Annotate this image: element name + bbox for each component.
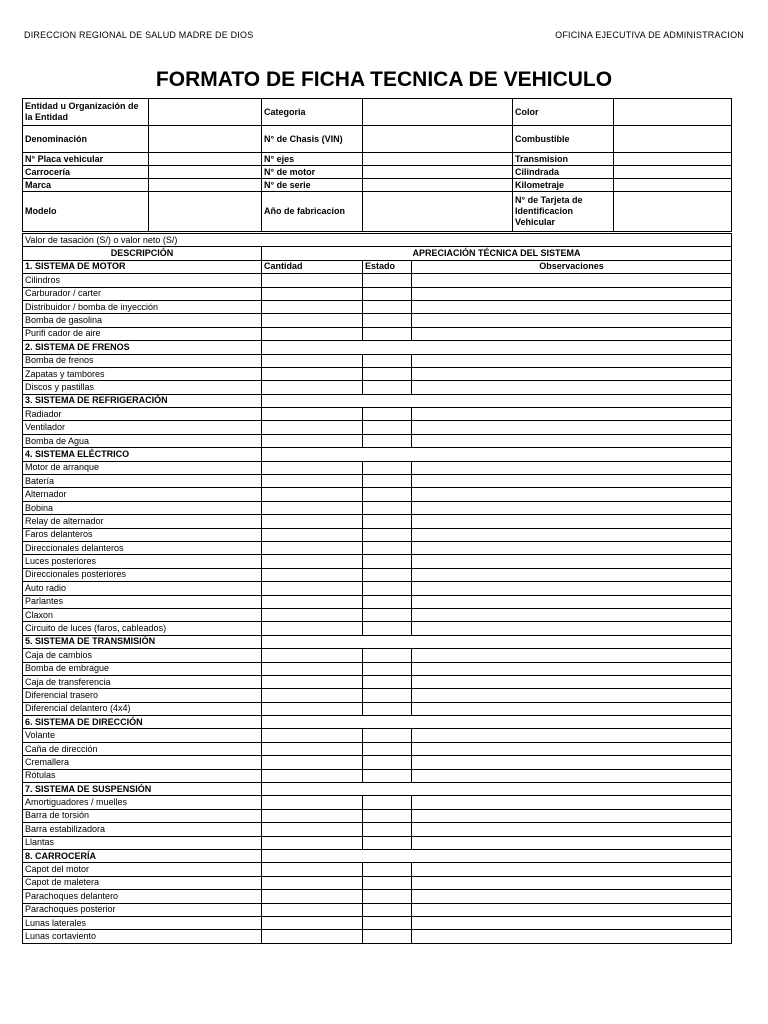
label-denominacion: Denominación	[23, 126, 149, 153]
estado-cell[interactable]	[363, 622, 412, 635]
item-description: Parlantes	[23, 595, 262, 608]
value-combustible[interactable]	[614, 126, 732, 153]
item-description: Direccionales posteriores	[23, 568, 262, 581]
cantidad-cell[interactable]	[262, 528, 363, 541]
cantidad-cell[interactable]	[262, 622, 363, 635]
observaciones-cell[interactable]	[412, 756, 732, 769]
section-title: 2. SISTEMA DE FRENOS	[23, 341, 262, 354]
label-serie: N° de serie	[262, 179, 363, 192]
table-row	[23, 421, 732, 434]
item-description: Distribuidor / bomba de inyección	[23, 300, 262, 313]
item-description: Motor de arranque	[23, 461, 262, 474]
label-modelo: Modelo	[23, 192, 149, 232]
section-header-row	[23, 849, 732, 862]
item-description: Barra de torsión	[23, 809, 262, 822]
section-header-fill	[262, 635, 732, 648]
item-description: Ventilador	[23, 421, 262, 434]
item-description: Claxon	[23, 608, 262, 621]
observaciones-cell[interactable]	[412, 515, 732, 528]
observaciones-cell[interactable]	[412, 367, 732, 380]
estado-cell[interactable]	[363, 555, 412, 568]
section-title: 8. CARROCERÍA	[23, 849, 262, 862]
table-row	[23, 582, 732, 595]
value-anio[interactable]	[363, 192, 513, 232]
estado-cell[interactable]	[363, 381, 412, 394]
observaciones-cell[interactable]	[412, 903, 732, 916]
table-row	[23, 274, 732, 287]
observaciones-cell[interactable]	[412, 769, 732, 782]
estado-cell[interactable]	[363, 582, 412, 595]
estado-cell[interactable]	[363, 595, 412, 608]
label-transmision: Transmision	[513, 153, 614, 166]
observaciones-cell[interactable]	[412, 287, 732, 300]
item-description: Zapatas y tambores	[23, 367, 262, 380]
observaciones-cell[interactable]	[412, 823, 732, 836]
item-description: Bobina	[23, 501, 262, 514]
label-anio: Año de fabricacion	[262, 192, 363, 232]
table-row	[23, 796, 732, 809]
table-row	[23, 381, 732, 394]
observaciones-cell[interactable]	[412, 555, 732, 568]
estado-cell[interactable]	[363, 930, 412, 943]
observaciones-cell[interactable]	[412, 461, 732, 474]
observaciones-cell[interactable]	[412, 354, 732, 367]
estado-cell[interactable]	[363, 515, 412, 528]
table-row	[23, 475, 732, 488]
value-marca[interactable]	[149, 179, 262, 192]
label-kilometraje: Kilometraje	[513, 179, 614, 192]
value-tarjeta[interactable]	[614, 192, 732, 232]
observaciones-cell[interactable]	[412, 528, 732, 541]
section-title: 3. SISTEMA DE REFRIGERACIÓN	[23, 394, 262, 407]
cantidad-cell[interactable]	[262, 823, 363, 836]
observaciones-cell[interactable]	[412, 421, 732, 434]
section-header-fill	[262, 783, 732, 796]
label-combustible: Combustible	[513, 126, 614, 153]
observaciones-cell[interactable]	[412, 675, 732, 688]
apreciacion-header: APRECIACIÓN TÉCNICA DEL SISTEMA	[262, 247, 732, 260]
item-description: Relay de alternador	[23, 515, 262, 528]
label-motor: N° de motor	[262, 166, 363, 179]
cantidad-cell[interactable]	[262, 568, 363, 581]
table-row	[23, 287, 732, 300]
estado-cell[interactable]	[363, 836, 412, 849]
item-description: Bomba de gasolina	[23, 314, 262, 327]
cantidad-cell[interactable]	[262, 890, 363, 903]
item-description: Caja de transferencia	[23, 675, 262, 688]
observaciones-cell[interactable]	[412, 582, 732, 595]
cantidad-cell[interactable]	[262, 501, 363, 514]
section-header-row	[23, 716, 732, 729]
estado-cell[interactable]	[363, 890, 412, 903]
estado-cell[interactable]	[363, 461, 412, 474]
estado-cell[interactable]	[363, 421, 412, 434]
cantidad-cell[interactable]	[262, 475, 363, 488]
observaciones-cell[interactable]	[412, 689, 732, 702]
estado-cell[interactable]	[363, 823, 412, 836]
item-description: Amortiguadores / muelles	[23, 796, 262, 809]
item-description: Batería	[23, 475, 262, 488]
section-header-row	[23, 783, 732, 796]
table-row	[23, 501, 732, 514]
item-description: Caña de dirección	[23, 742, 262, 755]
label-categoria: Categoria	[262, 99, 363, 126]
label-cilindrada: Cilindrada	[513, 166, 614, 179]
estado-cell[interactable]	[363, 287, 412, 300]
label-tarjeta: N° de Tarjeta de Identificacion Vehicular	[513, 192, 614, 232]
item-description: Bomba de embrague	[23, 662, 262, 675]
estado-header: Estado	[363, 260, 412, 273]
cantidad-cell[interactable]	[262, 408, 363, 421]
cantidad-cell[interactable]	[262, 769, 363, 782]
cantidad-cell[interactable]	[262, 916, 363, 929]
cantidad-cell[interactable]	[262, 461, 363, 474]
table-row	[23, 863, 732, 876]
cantidad-cell[interactable]	[262, 930, 363, 943]
observaciones-cell[interactable]	[412, 300, 732, 313]
label-carroceria: Carrocería	[23, 166, 149, 179]
item-description: Discos y pastillas	[23, 381, 262, 394]
observaciones-cell[interactable]	[412, 568, 732, 581]
section-header-row	[23, 635, 732, 648]
observaciones-cell[interactable]	[412, 274, 732, 287]
table-row	[23, 729, 732, 742]
estado-cell[interactable]	[363, 300, 412, 313]
table-row	[23, 367, 732, 380]
value-color[interactable]	[614, 99, 732, 126]
value-modelo[interactable]	[149, 192, 262, 232]
cantidad-cell[interactable]	[262, 421, 363, 434]
observaciones-cell[interactable]	[412, 608, 732, 621]
section-title: 7. SISTEMA DE SUSPENSIÓN	[23, 783, 262, 796]
cantidad-cell[interactable]	[262, 649, 363, 662]
estado-cell[interactable]	[363, 662, 412, 675]
item-description: Rótulas	[23, 769, 262, 782]
section-title: 6. SISTEMA DE DIRECCIÓN	[23, 716, 262, 729]
valor-tasacion-label: Valor de tasación (S/) o valor neto (S/)	[23, 234, 732, 247]
section-header-row	[23, 448, 732, 461]
estado-cell[interactable]	[363, 756, 412, 769]
value-denominacion[interactable]	[149, 126, 262, 153]
observaciones-cell[interactable]	[412, 595, 732, 608]
table-row	[23, 300, 732, 313]
cantidad-cell[interactable]	[262, 675, 363, 688]
table-row	[23, 408, 732, 421]
observaciones-cell[interactable]	[412, 863, 732, 876]
cantidad-cell[interactable]	[262, 381, 363, 394]
estado-cell[interactable]	[363, 314, 412, 327]
observaciones-header: Observaciones	[412, 260, 732, 273]
cantidad-cell[interactable]	[262, 836, 363, 849]
estado-cell[interactable]	[363, 796, 412, 809]
cantidad-cell[interactable]	[262, 541, 363, 554]
observaciones-cell[interactable]	[412, 702, 732, 715]
cantidad-cell[interactable]	[262, 876, 363, 889]
table-row	[23, 541, 732, 554]
table-row	[23, 528, 732, 541]
observaciones-cell[interactable]	[412, 930, 732, 943]
estado-cell[interactable]	[363, 274, 412, 287]
section-header-fill	[262, 448, 732, 461]
section-title: 5. SISTEMA DE TRANSMISIÓN	[23, 635, 262, 648]
value-ejes[interactable]	[363, 153, 513, 166]
cantidad-cell[interactable]	[262, 300, 363, 313]
table-row	[23, 515, 732, 528]
observaciones-cell[interactable]	[412, 916, 732, 929]
observaciones-cell[interactable]	[412, 622, 732, 635]
section-header-fill	[262, 716, 732, 729]
item-description: Barra estabilizadora	[23, 823, 262, 836]
estado-cell[interactable]	[363, 675, 412, 688]
estado-cell[interactable]	[363, 876, 412, 889]
observaciones-cell[interactable]	[412, 381, 732, 394]
table-row	[23, 809, 732, 822]
estado-cell[interactable]	[363, 729, 412, 742]
observaciones-cell[interactable]	[412, 649, 732, 662]
estado-cell[interactable]	[363, 434, 412, 447]
item-description: Cremallera	[23, 756, 262, 769]
observaciones-cell[interactable]	[412, 488, 732, 501]
section-header-fill	[262, 849, 732, 862]
cantidad-cell[interactable]	[262, 488, 363, 501]
table-row	[23, 930, 732, 943]
item-description: Faros delanteros	[23, 528, 262, 541]
cantidad-cell[interactable]	[262, 756, 363, 769]
estado-cell[interactable]	[363, 863, 412, 876]
cantidad-cell[interactable]	[262, 796, 363, 809]
estado-cell[interactable]	[363, 488, 412, 501]
table-row	[23, 689, 732, 702]
table-row	[23, 327, 732, 340]
cantidad-cell[interactable]	[262, 702, 363, 715]
table-row	[23, 314, 732, 327]
item-description: Cilindros	[23, 274, 262, 287]
observaciones-cell[interactable]	[412, 314, 732, 327]
cantidad-cell[interactable]	[262, 287, 363, 300]
observaciones-cell[interactable]	[412, 327, 732, 340]
item-description: Capot de maletera	[23, 876, 262, 889]
item-description: Alternador	[23, 488, 262, 501]
estado-cell[interactable]	[363, 367, 412, 380]
section-title: 4. SISTEMA ELÉCTRICO	[23, 448, 262, 461]
header-right: OFICINA EJECUTIVA DE ADMINISTRACION	[555, 30, 744, 40]
cantidad-cell[interactable]	[262, 327, 363, 340]
item-description: Purifi cador de aire	[23, 327, 262, 340]
value-kilometraje[interactable]	[614, 179, 732, 192]
estado-cell[interactable]	[363, 742, 412, 755]
cantidad-cell[interactable]	[262, 863, 363, 876]
table-row	[23, 916, 732, 929]
table-row	[23, 555, 732, 568]
estado-cell[interactable]	[363, 568, 412, 581]
descripcion-header: DESCRIPCIÓN	[23, 247, 262, 260]
table-row	[23, 742, 732, 755]
cantidad-cell[interactable]	[262, 274, 363, 287]
observaciones-cell[interactable]	[412, 729, 732, 742]
label-ejes: N° ejes	[262, 153, 363, 166]
estado-cell[interactable]	[363, 649, 412, 662]
item-description: Direccionales delanteros	[23, 541, 262, 554]
value-carroceria[interactable]	[149, 166, 262, 179]
item-description: Lunas laterales	[23, 916, 262, 929]
cantidad-cell[interactable]	[262, 689, 363, 702]
item-description: Diferencial delantero (4x4)	[23, 702, 262, 715]
cantidad-cell[interactable]	[262, 729, 363, 742]
table-row	[23, 702, 732, 715]
item-description: Parachoques delantero	[23, 890, 262, 903]
table-row	[23, 756, 732, 769]
item-description: Auto radio	[23, 582, 262, 595]
estado-cell[interactable]	[363, 354, 412, 367]
value-entidad[interactable]	[149, 99, 262, 126]
table-row	[23, 890, 732, 903]
section-header-row	[23, 260, 732, 273]
observaciones-cell[interactable]	[412, 742, 732, 755]
cantidad-cell[interactable]	[262, 582, 363, 595]
table-row	[23, 662, 732, 675]
observaciones-cell[interactable]	[412, 809, 732, 822]
value-transmision[interactable]	[614, 153, 732, 166]
table-row	[23, 836, 732, 849]
cantidad-cell[interactable]	[262, 434, 363, 447]
observaciones-cell[interactable]	[412, 836, 732, 849]
label-placa: N° Placa vehicular	[23, 153, 149, 166]
table-row	[23, 354, 732, 367]
estado-cell[interactable]	[363, 608, 412, 621]
item-description: Diferencial trasero	[23, 689, 262, 702]
item-description: Bomba de frenos	[23, 354, 262, 367]
value-serie[interactable]	[363, 179, 513, 192]
page-title: FORMATO DE FICHA TECNICA DE VEHICULO	[155, 68, 613, 91]
cantidad-header: Cantidad	[262, 260, 363, 273]
section-title: 1. SISTEMA DE MOTOR	[23, 260, 262, 273]
observaciones-cell[interactable]	[412, 541, 732, 554]
vehicle-info-table	[22, 98, 732, 232]
item-description: Circuito de luces (faros, cableados)	[23, 622, 262, 635]
estado-cell[interactable]	[363, 689, 412, 702]
observaciones-cell[interactable]	[412, 662, 732, 675]
estado-cell[interactable]	[363, 702, 412, 715]
cantidad-cell[interactable]	[262, 662, 363, 675]
item-description: Capot del motor	[23, 863, 262, 876]
observaciones-cell[interactable]	[412, 408, 732, 421]
cantidad-cell[interactable]	[262, 367, 363, 380]
item-description: Lunas cortaviento	[23, 930, 262, 943]
item-description: Carburador / carter	[23, 287, 262, 300]
cantidad-cell[interactable]	[262, 314, 363, 327]
cantidad-cell[interactable]	[262, 903, 363, 916]
observaciones-cell[interactable]	[412, 796, 732, 809]
label-chasis: N° de Chasis (VIN)	[262, 126, 363, 153]
cantidad-cell[interactable]	[262, 809, 363, 822]
table-row	[23, 488, 732, 501]
estado-cell[interactable]	[363, 809, 412, 822]
label-color: Color	[513, 99, 614, 126]
cantidad-cell[interactable]	[262, 515, 363, 528]
table-row	[23, 769, 732, 782]
section-header-row	[23, 394, 732, 407]
item-description: Radiador	[23, 408, 262, 421]
table-row	[23, 649, 732, 662]
observaciones-cell[interactable]	[412, 876, 732, 889]
section-header-fill	[262, 341, 732, 354]
section-header-fill	[262, 394, 732, 407]
estado-cell[interactable]	[363, 528, 412, 541]
systems-table	[22, 233, 732, 944]
table-row	[23, 595, 732, 608]
table-row	[23, 434, 732, 447]
estado-cell[interactable]	[363, 541, 412, 554]
section-header-row	[23, 341, 732, 354]
estado-cell[interactable]	[363, 769, 412, 782]
estado-cell[interactable]	[363, 916, 412, 929]
observaciones-cell[interactable]	[412, 890, 732, 903]
cantidad-cell[interactable]	[262, 555, 363, 568]
item-description: Llantas	[23, 836, 262, 849]
value-categoria[interactable]	[363, 99, 513, 126]
item-description: Volante	[23, 729, 262, 742]
item-description: Caja de cambios	[23, 649, 262, 662]
value-chasis[interactable]	[363, 126, 513, 153]
table-row	[23, 622, 732, 635]
table-row	[23, 903, 732, 916]
item-description: Luces posteriores	[23, 555, 262, 568]
estado-cell[interactable]	[363, 327, 412, 340]
item-description: Bomba de Agua	[23, 434, 262, 447]
table-row	[23, 823, 732, 836]
observaciones-cell[interactable]	[412, 501, 732, 514]
table-row	[23, 608, 732, 621]
cantidad-cell[interactable]	[262, 595, 363, 608]
header-left: DIRECCION REGIONAL DE SALUD MADRE DE DIOS	[24, 30, 254, 40]
label-entidad: Entidad u Organización de la Entidad	[23, 99, 149, 126]
table-row	[23, 675, 732, 688]
estado-cell[interactable]	[363, 408, 412, 421]
value-cilindrada[interactable]	[614, 166, 732, 179]
observaciones-cell[interactable]	[412, 475, 732, 488]
estado-cell[interactable]	[363, 475, 412, 488]
cantidad-cell[interactable]	[262, 742, 363, 755]
estado-cell[interactable]	[363, 501, 412, 514]
item-description: Parachoques posterior	[23, 903, 262, 916]
table-row	[23, 876, 732, 889]
cantidad-cell[interactable]	[262, 354, 363, 367]
value-motor[interactable]	[363, 166, 513, 179]
table-row	[23, 568, 732, 581]
value-placa[interactable]	[149, 153, 262, 166]
cantidad-cell[interactable]	[262, 608, 363, 621]
observaciones-cell[interactable]	[412, 434, 732, 447]
estado-cell[interactable]	[363, 903, 412, 916]
label-marca: Marca	[23, 179, 149, 192]
table-row	[23, 461, 732, 474]
